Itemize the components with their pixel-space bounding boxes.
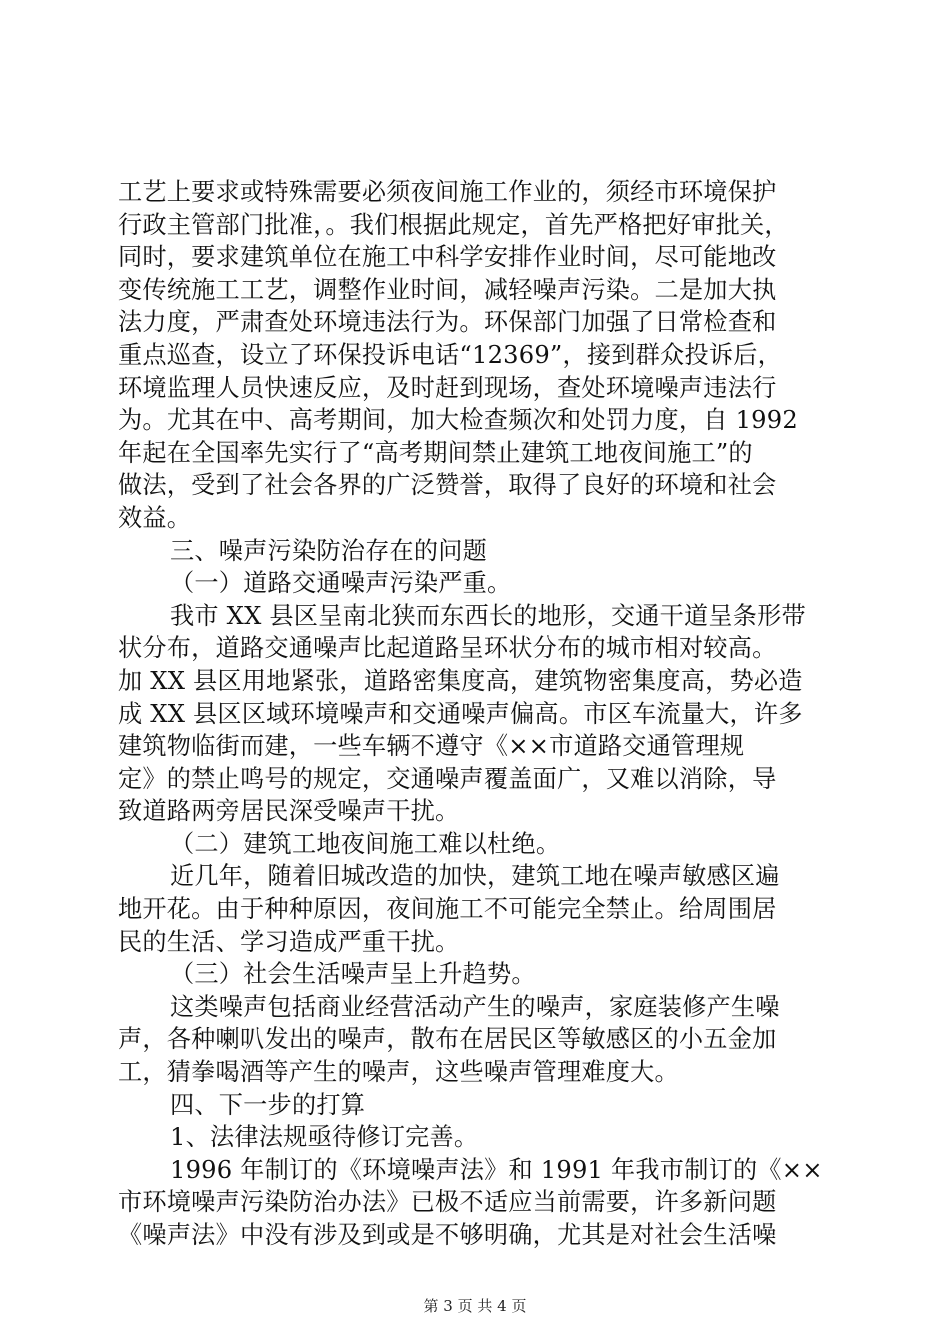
text-line: 重点巡查，设立了环保投诉电话“12369”，接到群众投诉后， bbox=[118, 340, 782, 369]
text-line: 效益。 bbox=[118, 503, 192, 532]
text-line: 工艺上要求或特殊需要必须夜间施工作业的，须经市环境保护 bbox=[118, 178, 777, 206]
text-line: 同时，要求建筑单位在施工中科学安排作业时间，尽可能地改 bbox=[118, 243, 777, 272]
text-line: 我市 XX 县区呈南北狭而东西长的地形，交通干道呈条形带 bbox=[170, 601, 806, 630]
text-line: （一）道路交通噪声污染严重。 bbox=[170, 569, 512, 598]
text-line: 市环境噪声污染防治办法》已极不适应当前需要，许多新问题 bbox=[118, 1188, 777, 1217]
text-line: （三）社会生活噪声呈上升趋势。 bbox=[170, 960, 536, 989]
text-line: 法力度，严肃查处环境违法行为。环保部门加强了日常检查和 bbox=[118, 308, 777, 337]
text-line: 《噪声法》中没有涉及到或是不够明确，尤其是对社会生活噪 bbox=[118, 1221, 777, 1249]
text-line: 环境监理人员快速反应，及时赶到现场，查处环境噪声违法行 bbox=[118, 373, 777, 402]
text-line: 做法，受到了社会各界的广泛赞誉，取得了良好的环境和社会 bbox=[118, 471, 777, 500]
text-line: 变传统施工工艺，调整作业时间，减轻噪声污染。二是加大执 bbox=[118, 275, 777, 304]
text-line: 致道路两旁居民深受噪声干扰。 bbox=[118, 797, 460, 826]
text-line: 声，各种喇叭发出的噪声，散布在居民区等敏感区的小五金加 bbox=[118, 1025, 777, 1054]
text-line: 三、噪声污染防治存在的问题 bbox=[170, 536, 488, 565]
text-line: 建筑物临街而建，一些车辆不遵守《××市道路交通管理规 bbox=[118, 732, 745, 761]
text-line: 加 XX 县区用地紧张，道路密集度高，建筑物密集度高，势必造 bbox=[118, 666, 803, 695]
text-line: 地开花。由于种种原因，夜间施工不可能完全禁止。给周围居 bbox=[118, 895, 777, 924]
text-line: 1、法律法规亟待修订完善。 bbox=[170, 1123, 479, 1152]
text-line: 为。尤其在中、高考期间，加大检查频次和处罚力度，自 1992 bbox=[118, 406, 798, 435]
text-line: 年起在全国率先实行了“高考期间禁止建筑工地夜间施工”的 bbox=[118, 438, 753, 467]
text-line: 四、下一步的打算 bbox=[170, 1090, 366, 1119]
text-line: 行政主管部门批准，。我们根据此规定，首先严格把好审批关， bbox=[118, 210, 789, 239]
text-line: 工，猜拳喝酒等产生的噪声，这些噪声管理难度大。 bbox=[118, 1058, 679, 1087]
text-line: 成 XX 县区区域环境噪声和交通噪声偏高。市区车流量大，许多 bbox=[118, 699, 803, 728]
text-line: 近几年，随着旧城改造的加快，建筑工地在噪声敏感区遍 bbox=[170, 862, 780, 891]
text-line: （二）建筑工地夜间施工难以杜绝。 bbox=[170, 829, 561, 858]
body-text bbox=[118, 176, 838, 1252]
text-line: 这类噪声包括商业经营活动产生的噪声，家庭装修产生噪 bbox=[170, 992, 780, 1021]
text-line: 状分布，道路交通噪声比起道路呈环状分布的城市相对较高。 bbox=[118, 634, 777, 663]
text-line: 定》的禁止鸣号的规定，交通噪声覆盖面广，又难以消除，导 bbox=[118, 764, 777, 793]
text-line: 民的生活、学习造成严重干扰。 bbox=[118, 927, 460, 956]
page-footer: 第 3 页 共 4 页 bbox=[423, 1297, 527, 1315]
text-line: 1996 年制订的《环境噪声法》和 1991 年我市制订的《×× bbox=[170, 1155, 823, 1184]
